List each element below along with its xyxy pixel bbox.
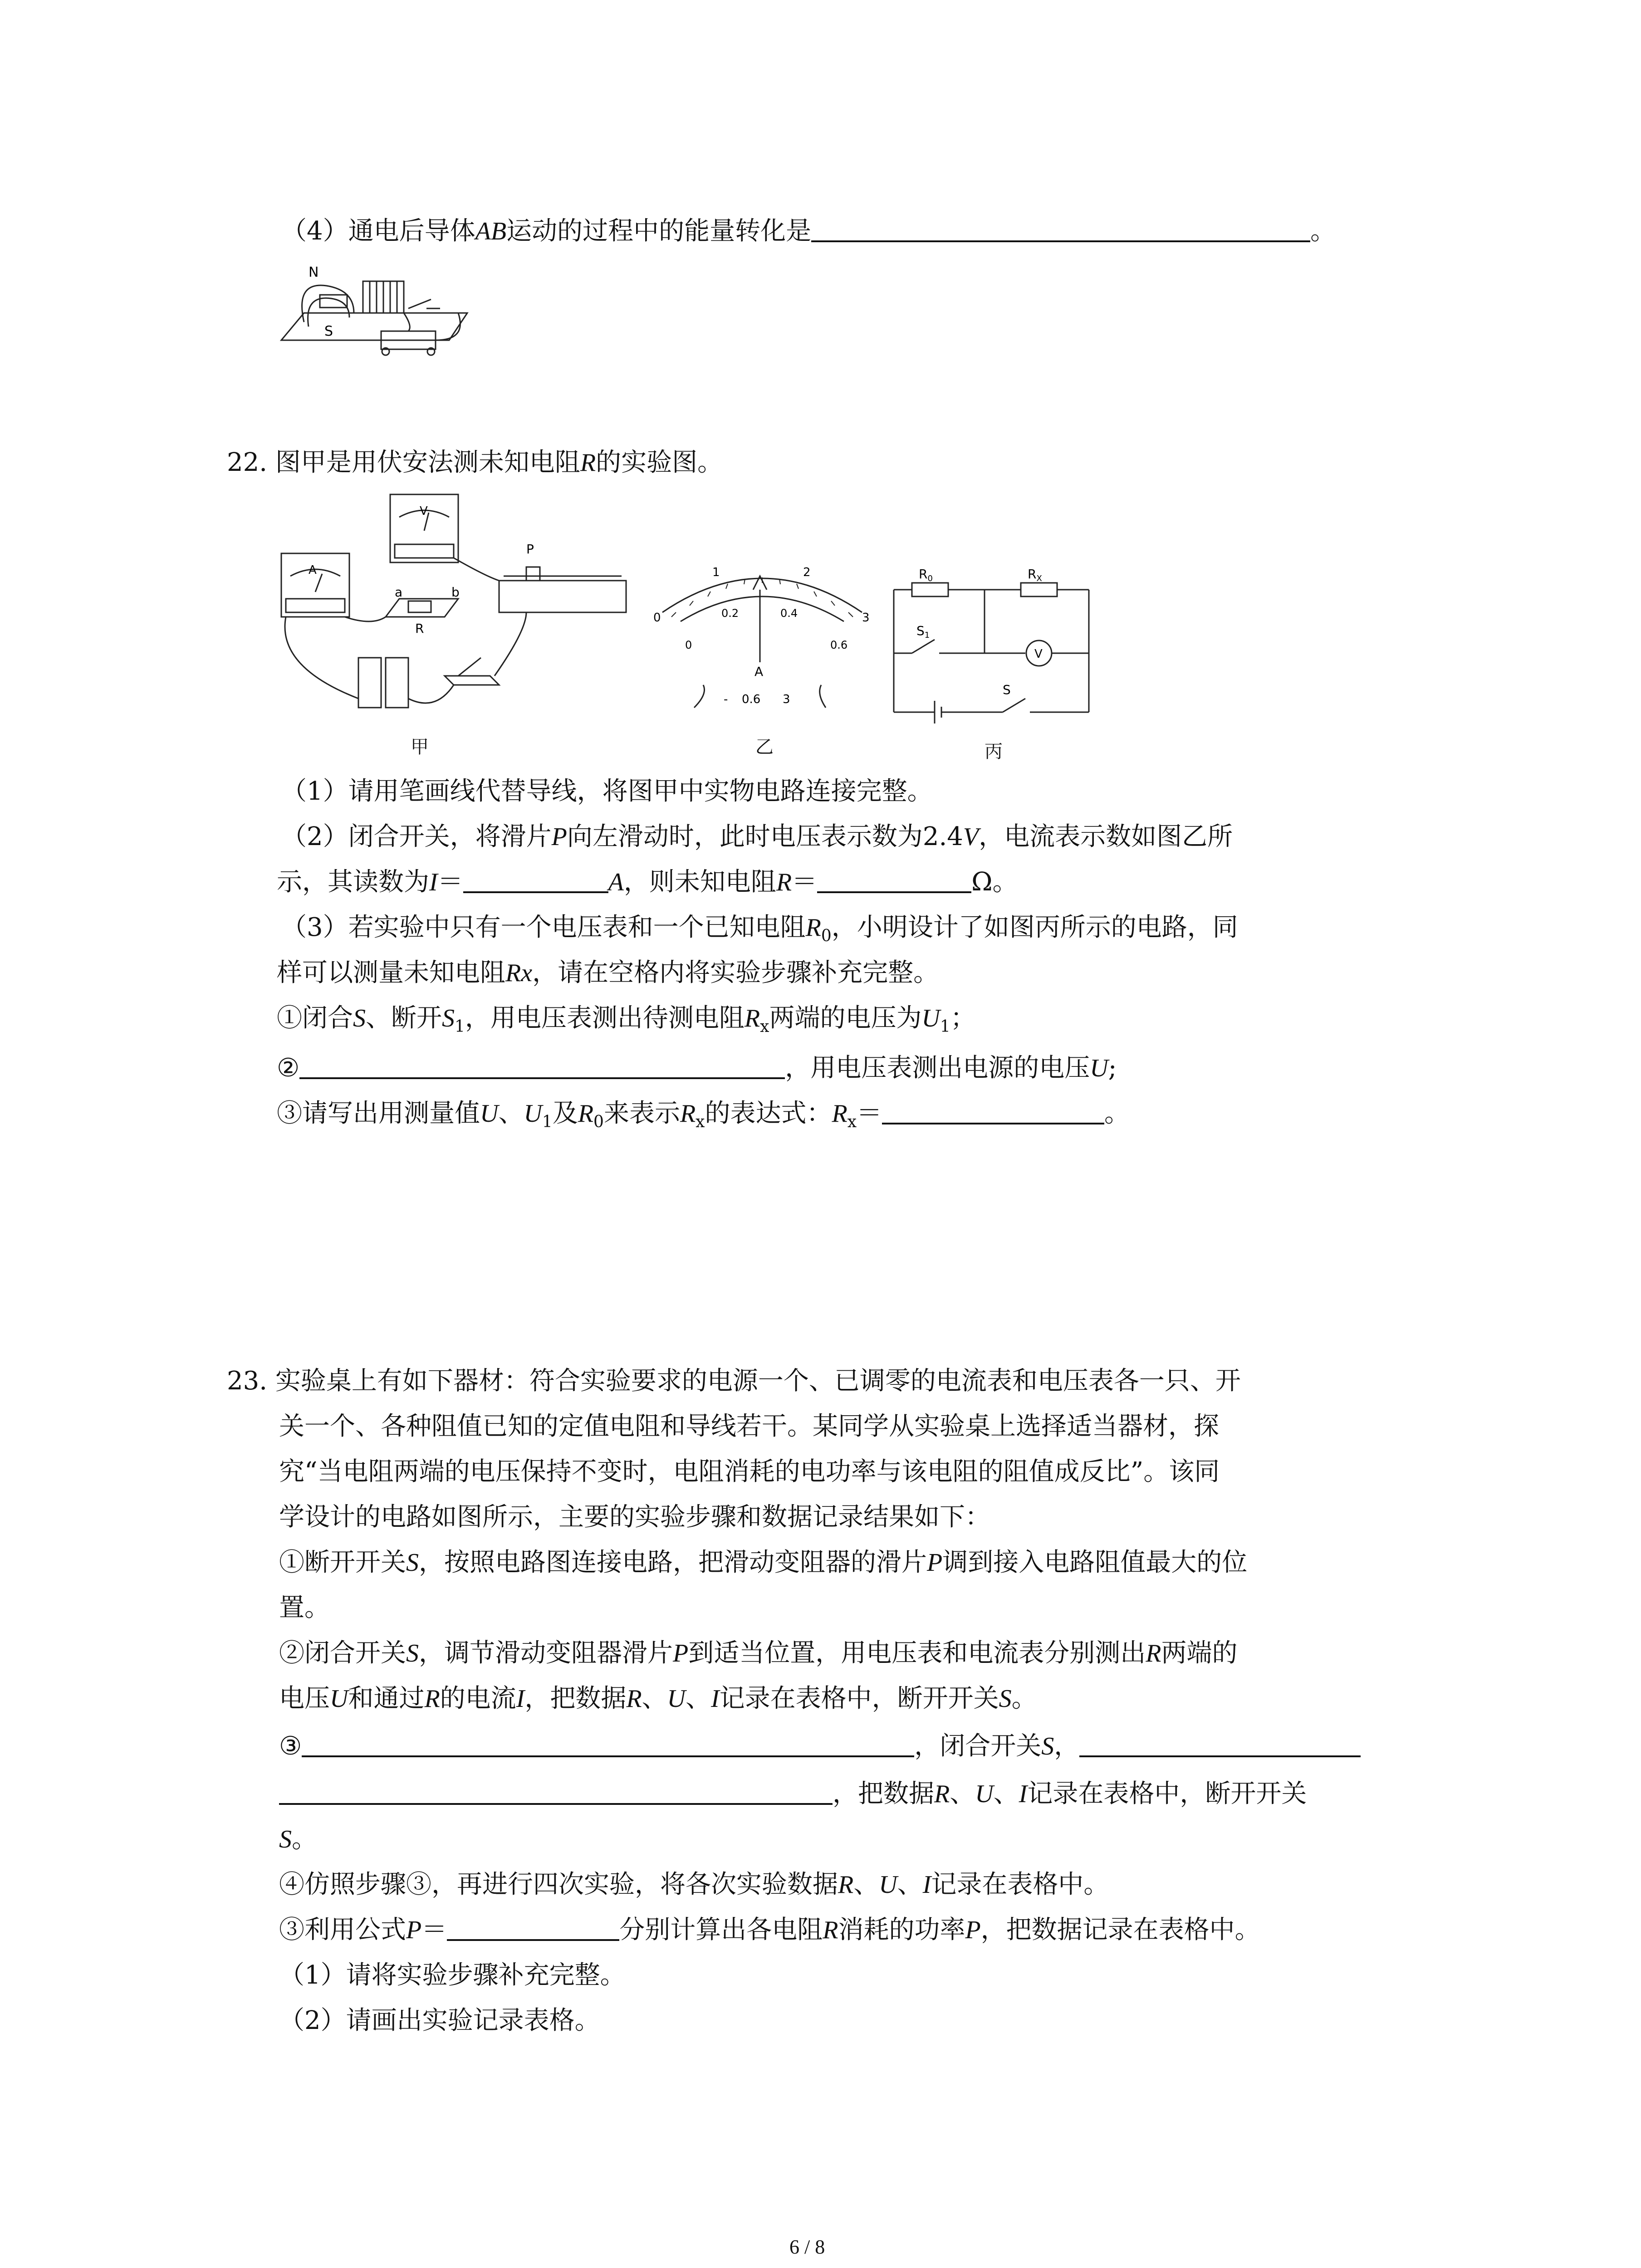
- needle-label: A: [754, 664, 764, 679]
- q23-step3-blank2[interactable]: [1079, 1728, 1361, 1757]
- caption-jia: 甲: [411, 737, 429, 758]
- figure-label: N: [309, 264, 319, 280]
- q23-step3-blank3[interactable]: [279, 1776, 833, 1805]
- figure-label: R: [415, 621, 424, 636]
- q23-step2-line1: ②闭合开关S，调节滑动变阻器滑片P到适当位置，用电压表和电流表分别测出R两端的: [279, 1638, 1238, 1668]
- terminal-label: 0.6: [742, 693, 761, 706]
- figure-label: S: [324, 323, 333, 339]
- figure-label: P: [526, 542, 534, 557]
- figure-label: V: [420, 504, 428, 518]
- caption-bing: 丙: [985, 741, 1003, 762]
- figure-label: a: [395, 585, 403, 600]
- q21-apparatus-figure: [277, 263, 490, 363]
- q22-step1: ①闭合S、断开$S_1$，用电压表测出待测电阻$R_x$两端的电压为$U_1$；: [277, 1003, 976, 1036]
- q23-stem-line4: 学设计的电路如图所示，主要的实验步骤和数据记录结果如下：: [279, 1502, 990, 1532]
- scale-label: 2: [803, 566, 811, 579]
- figure-label: $R_X$: [1028, 567, 1042, 583]
- q22-part1: （1）请用笔画线代替导线，将图甲中实物电路连接完整。: [281, 777, 933, 806]
- expression-answer-blank[interactable]: [882, 1095, 1104, 1124]
- q23-stem-line1: 23. 实验桌上有如下器材：符合实验要求的电源一个、已调零的电流表和电压表各一只、开: [227, 1366, 1241, 1396]
- q23-step3-line2: ，把数据R、U、I记录在表格中，断开开关: [279, 1776, 1307, 1812]
- figure-label: S: [1003, 682, 1011, 697]
- q22-stem: 22. 图甲是用伏安法测未知电阻R的实验图。: [227, 448, 723, 477]
- page-number: 6 / 8: [789, 2236, 825, 2258]
- q22-step2: ② ，用电压表测出电源的电压U;: [277, 1050, 1117, 1086]
- q23-step1-line2: 置。: [279, 1593, 330, 1623]
- scale-label: 0: [685, 639, 692, 651]
- resistance-answer-blank[interactable]: [817, 864, 971, 893]
- q22-part3-line2: 样可以测量未知电阻Rx，请在空格内将实验步骤补充完整。: [277, 958, 939, 987]
- figure-label: b: [451, 585, 460, 600]
- q23-step2-line2: 电压U和通过R的电流I，把数据R、U、I记录在表格中，断开开关S。: [279, 1684, 1037, 1713]
- q23-step3-line3: S。: [279, 1824, 317, 1854]
- answer-blank[interactable]: [811, 213, 1310, 242]
- step2-answer-blank[interactable]: [299, 1050, 785, 1079]
- q23-stem-line3: 究“当电阻两端的电压保持不变时，电阻消耗的电功率与该电阻的阻值成反比”。该同: [279, 1457, 1220, 1486]
- voltmeter-label: V: [1034, 647, 1043, 661]
- q23-step3-line1: ③ ，闭合开关S，: [279, 1728, 1361, 1765]
- q23-step1-line1: ①断开开关S，按照电路图连接电路，把滑动变阻器的滑片P调到接入电路阻值最大的位: [279, 1548, 1248, 1577]
- q22-figure-jia: [272, 485, 649, 721]
- q23-step3-blank1[interactable]: [302, 1728, 914, 1757]
- scale-label: 0.4: [780, 607, 798, 620]
- q23-step5: ③利用公式P＝ 分别计算出各电阻R消耗的功率P，把数据记录在表格中。: [279, 1912, 1260, 1948]
- q21-part4: （4）通电后导体AB运动的过程中的能量转化是 。: [281, 213, 1336, 249]
- q23-formula-blank[interactable]: [447, 1912, 619, 1941]
- scale-label: 3: [862, 611, 870, 625]
- q23-part1: （1）请将实验步骤补充完整。: [279, 1960, 626, 1990]
- caption-yi: 乙: [755, 737, 774, 758]
- current-answer-blank[interactable]: [463, 864, 608, 893]
- q23-stem-line2: 关一个、各种阻值已知的定值电阻和导线若干。某同学从实验桌上选择适当器材，探: [279, 1412, 1219, 1441]
- q22-part3-line1: （3）若实验中只有一个电压表和一个已知电阻$R_0$，小明设计了如图丙所示的电路，同: [281, 913, 1238, 946]
- q22-figure-bing: [885, 562, 1102, 730]
- q23-part2: （2）请画出实验记录表格。: [279, 2006, 600, 2035]
- scale-label: 0.6: [830, 639, 848, 651]
- scale-label: 1: [712, 566, 720, 579]
- q22-part2-line1: （2）闭合开关，将滑片P向左滑动时，此时电压表示数为2.4V，电流表示数如图乙所: [281, 822, 1233, 851]
- figure-label: A: [309, 563, 317, 577]
- q22-part2-line2: 示，其读数为I＝ A，则未知电阻R＝ Ω。: [277, 864, 1018, 900]
- figure-label: $S_1$: [916, 623, 930, 640]
- scale-label: 0: [653, 611, 661, 625]
- q22-figure-yi: [644, 558, 880, 730]
- q22-step3: ③请写出用测量值U、$U_1$及$R_0$来表示$R_x$的表达式：$R_x=$ 。: [277, 1095, 1130, 1140]
- terminal-label: 3: [783, 693, 790, 706]
- terminal-label: -: [724, 693, 728, 706]
- q23-step4: ④仿照步骤③，再进行四次实验，将各次实验数据R、U、I记录在表格中。: [279, 1870, 1109, 1899]
- scale-label: 0.2: [721, 607, 739, 620]
- figure-label: $R_0$: [919, 567, 933, 583]
